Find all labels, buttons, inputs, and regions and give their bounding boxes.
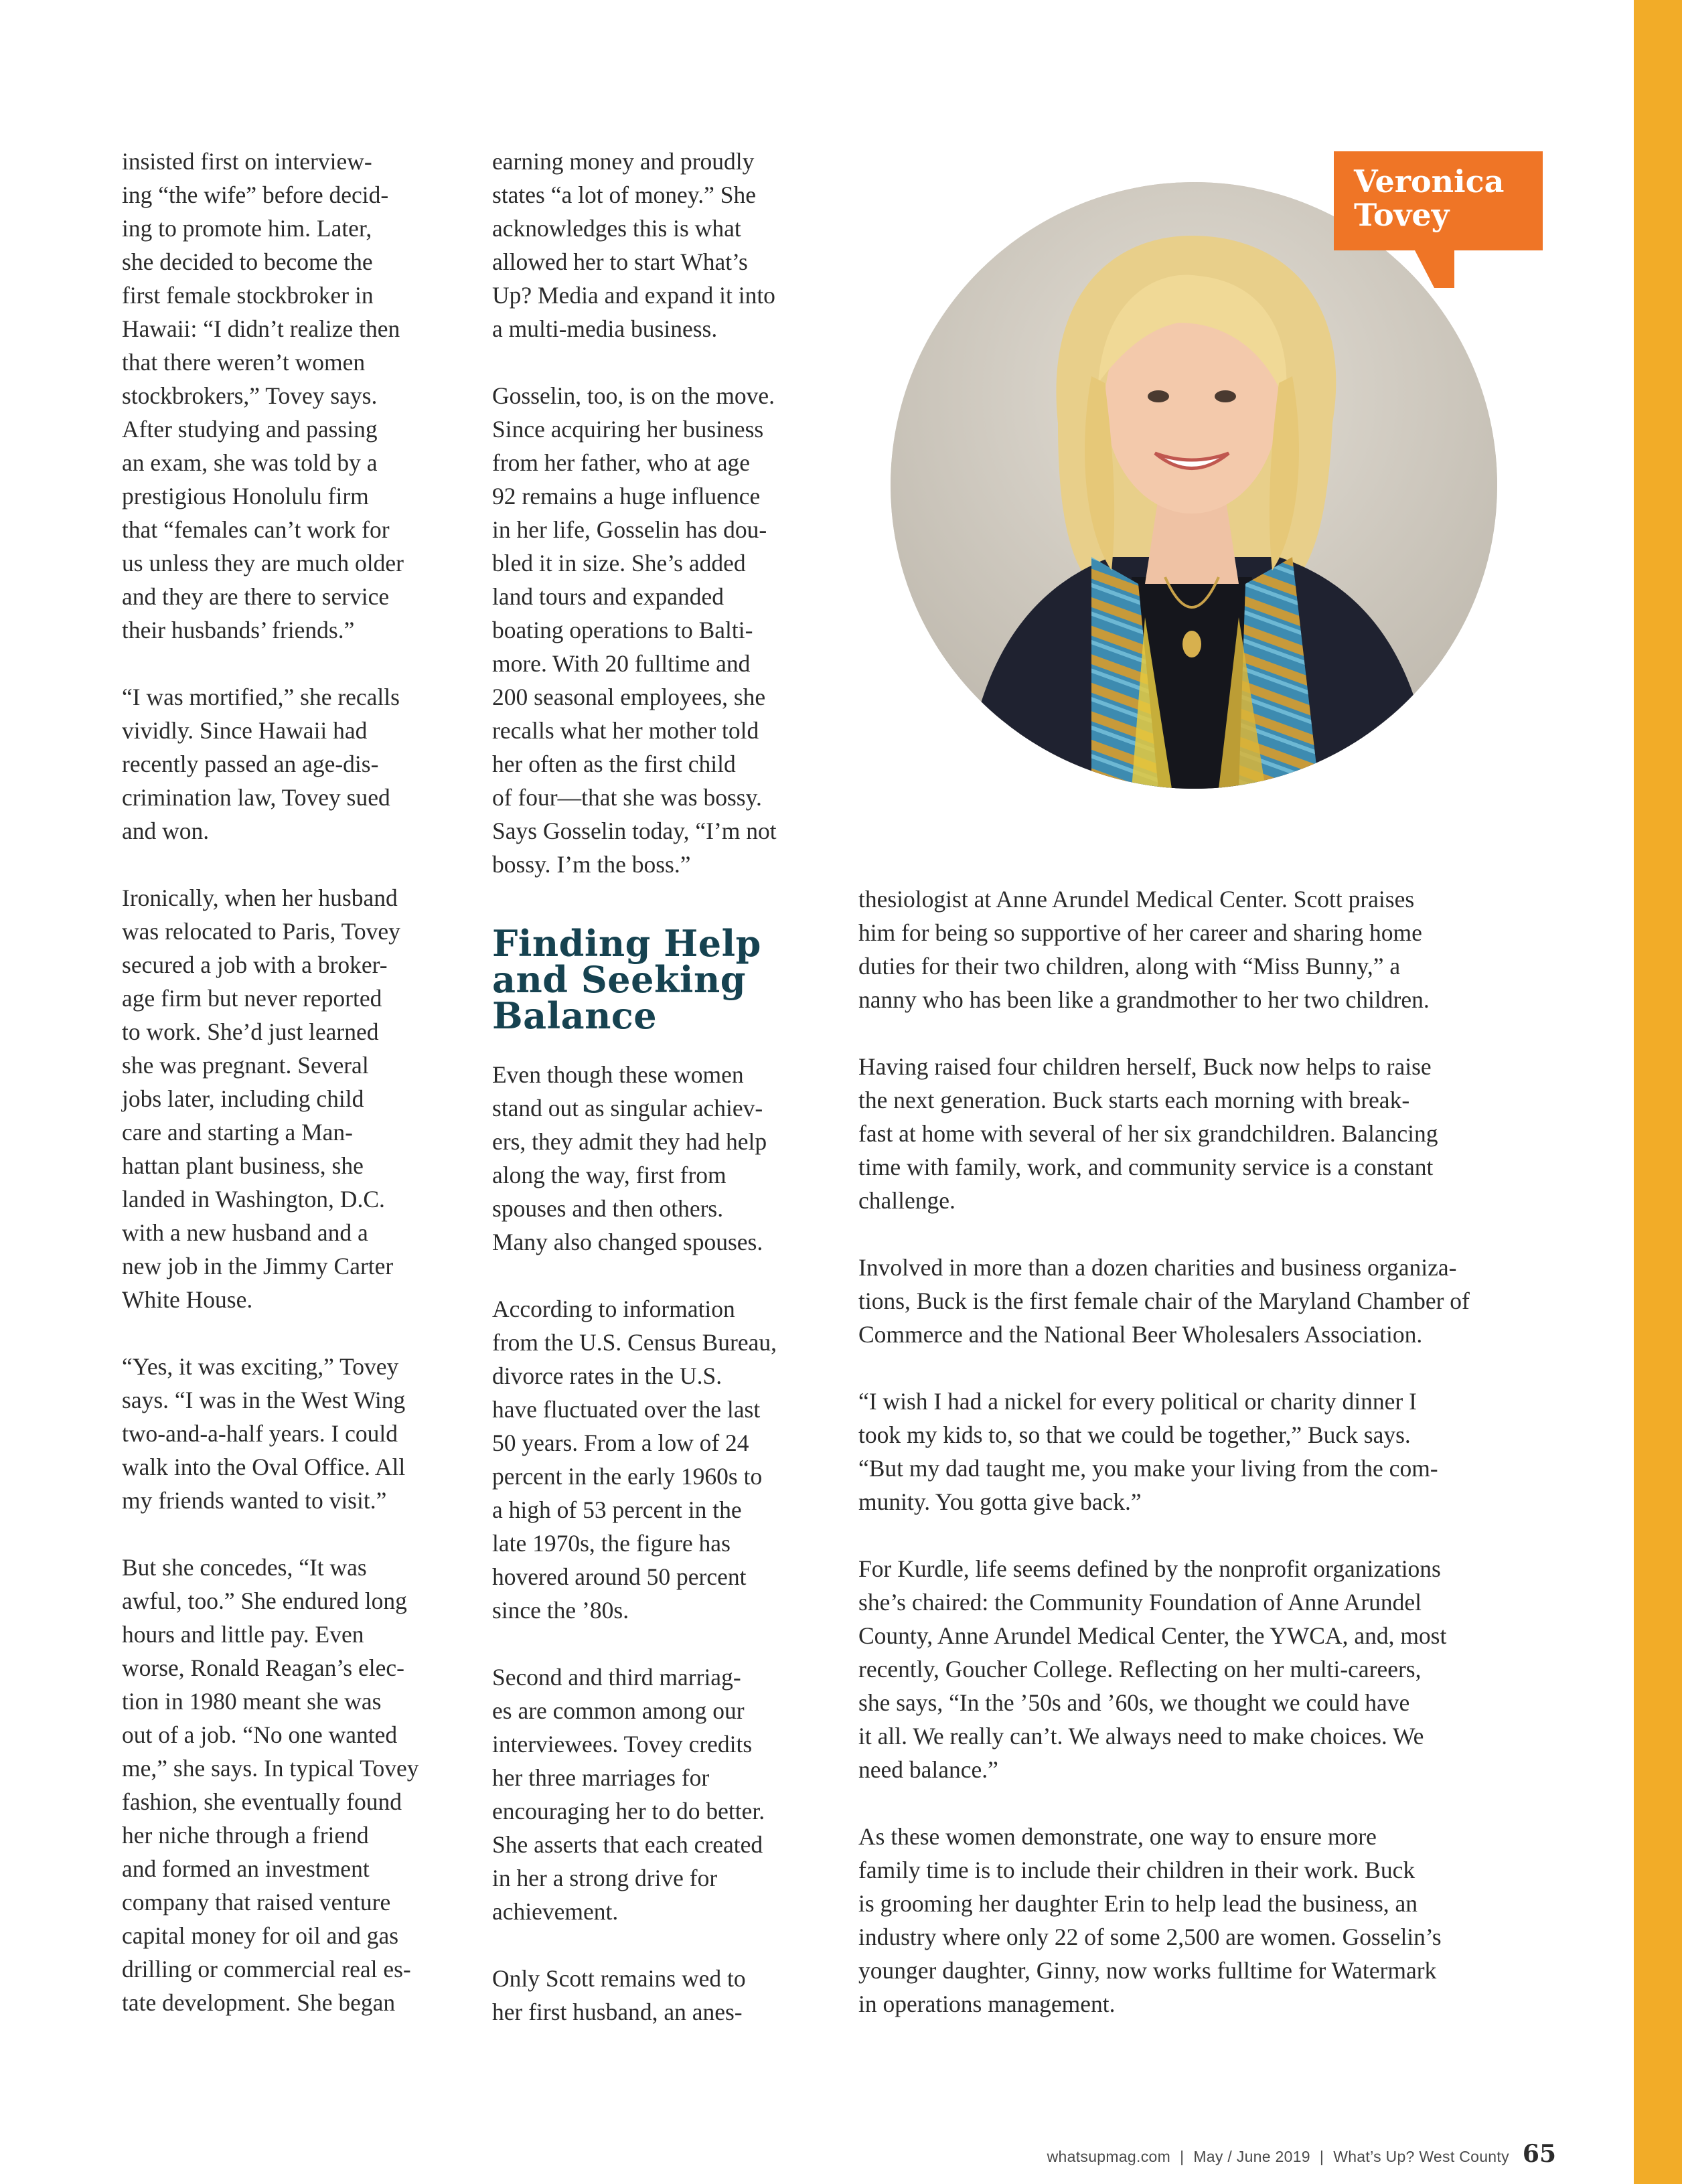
paragraph: “I wish I had a nickel for every political or charity dinner I took my kids to, so that we could be together,” Buck says. “But my dad taught me, you make your living from the com- munity. You gotta give back.”: [858, 1388, 1438, 1515]
footer-separator: |: [1319, 2148, 1324, 2165]
name-tag-pointer: [1414, 249, 1454, 288]
paragraph: Second and third marriag- es are common among our interviewees. Tovey credits her three marriages for encouraging her to do better. She asserts that each created in her a strong drive for achievement.: [492, 1664, 765, 1925]
paragraph: Only Scott remains wed to her first husband, an anes-: [492, 1965, 746, 2025]
paragraph: Ironically, when her husband was relocated to Paris, Tovey secured a job with a broker- age firm but never reported to work. She’d just learned she was pregnant. Several jobs later, including child care and starting a Man- hattan plant business, she landed in Washington, D.C. with a new husband and a new job in the Jimmy Carter White House.: [122, 884, 400, 1313]
name-tag-label: Veronica Tovey: [1354, 163, 1505, 233]
paragraph: Involved in more than a dozen charities and business organiza- tions, Buck is the first female chair of the Maryland Chamber of Commerce and the National Beer Wholesalers Association.: [858, 1254, 1470, 1348]
footer-issue: May / June 2019: [1193, 2148, 1310, 2165]
paragraph: “Yes, it was exciting,” Tovey says. “I was in the West Wing two-and-a-half years. I could walk into the Oval Office. All my friends wanted to visit.”: [122, 1353, 406, 1514]
paragraph: “I was mortified,” she recalls vividly. Since Hawaii had recently passed an age-dis- crimination law, Tovey sued and won.: [122, 684, 400, 844]
article-column-3: [858, 882, 1548, 2021]
paragraph: According to information from the U.S. Census Bureau, divorce rates in the U.S. have fluctuated over the last 50 years. From a low of 24 percent in the early 1960s to a high of 53 percent in the late 1970s, the figure has hovered around 50 percent since the ’80s.: [492, 1296, 777, 1624]
paragraph: insisted first on interview- ing “the wife” before decid- ing to promote him. Later, she decided to become the first female stockbroker in Hawaii: “I didn’t realize then that there weren’t women stockbrokers,” Tovey says. After studying and passing an exam, she was told by a prestigious Honolulu firm that “females can’t work for us unless they are much older and they are there to service their husbands’ friends.”: [122, 148, 404, 643]
name-tag: [1334, 151, 1543, 250]
paragraph: Having raised four children herself, Buck now helps to raise the next generation. Buck starts each morning with break- fast at home with several of her six grandchildren. Balancing time with family, work, and community service is a constant challenge.: [858, 1053, 1438, 1214]
article-column-1: [122, 145, 470, 2019]
article-column-2: [492, 145, 840, 881]
footer-separator: |: [1180, 2148, 1184, 2165]
section-subhead: Finding Help and Seeking Balance: [492, 922, 761, 1037]
article-column-2-continued: [492, 1058, 840, 2029]
paragraph: thesiologist at Anne Arundel Medical Center. Scott praises him for being so supportive of her career and sharing home duties for their two children, along with “Miss Bunny,” a nanny who has been like a grandmother to her two children.: [858, 886, 1430, 1013]
paragraph: For Kurdle, life seems defined by the nonprofit organizations she’s chaired: the Community Foundation of Anne Arundel County, Anne Arundel Medical Center, the YWCA, and, most recently, Goucher College. Reflecting on her multi-careers, she says, “In the ’50s and ’60s, we thought we could have it all. We really can’t. We always need to make choices. We need balance.”: [858, 1555, 1447, 1783]
paragraph: But she concedes, “It was awful, too.” She endured long hours and little pay. Even worse, Ronald Reagan’s elec- tion in 1980 meant she was out of a job. “No one wanted me,” she says. In typical Tovey fashion, she eventually found her niche through a friend and formed an investment company that raised venture capital money for oil and gas drilling or commercial real es- tate development. She began: [122, 1554, 419, 2016]
page-number: 65: [1522, 2140, 1556, 2168]
footer-site: whatsupmag.com: [1047, 2148, 1171, 2165]
footer-publication: What’s Up? West County: [1333, 2148, 1509, 2165]
paragraph: earning money and proudly states “a lot of money.” She acknowledges this is what allowed her to start What’s Up? Media and expand it into a multi-media business.: [492, 148, 775, 342]
portrait-photo: [891, 182, 1497, 789]
page-footer: [1047, 2140, 1556, 2180]
portrait-illustration: [891, 182, 1497, 789]
paragraph: Gosselin, too, is on the move. Since acquiring her business from her father, who at age 92 remains a huge influence in her life, Gosselin has dou- bled it in size. She’s added land tours and expanded boating operations to Balti- more. With 20 fulltime and 200 seasonal employees, she recalls what her mother told her often as the first child of four—that she was bossy. Says Gosselin today, “I’m not bossy. I’m the boss.”: [492, 382, 777, 878]
paragraph: Even though these women stand out as singular achiev- ers, they admit they had help along the way, first from spouses and then others. Many also changed spouses.: [492, 1061, 767, 1255]
page-edge-color-strip: [1634, 0, 1682, 2184]
paragraph: As these women demonstrate, one way to ensure more family time is to include their children in their work. Buck is grooming her daughter Erin to help lead the business, an industry where only 22 of some 2,500 are women. Gosselin’s younger daughter, Ginny, now works fulltime for Watermark in operations management.: [858, 1823, 1442, 2017]
